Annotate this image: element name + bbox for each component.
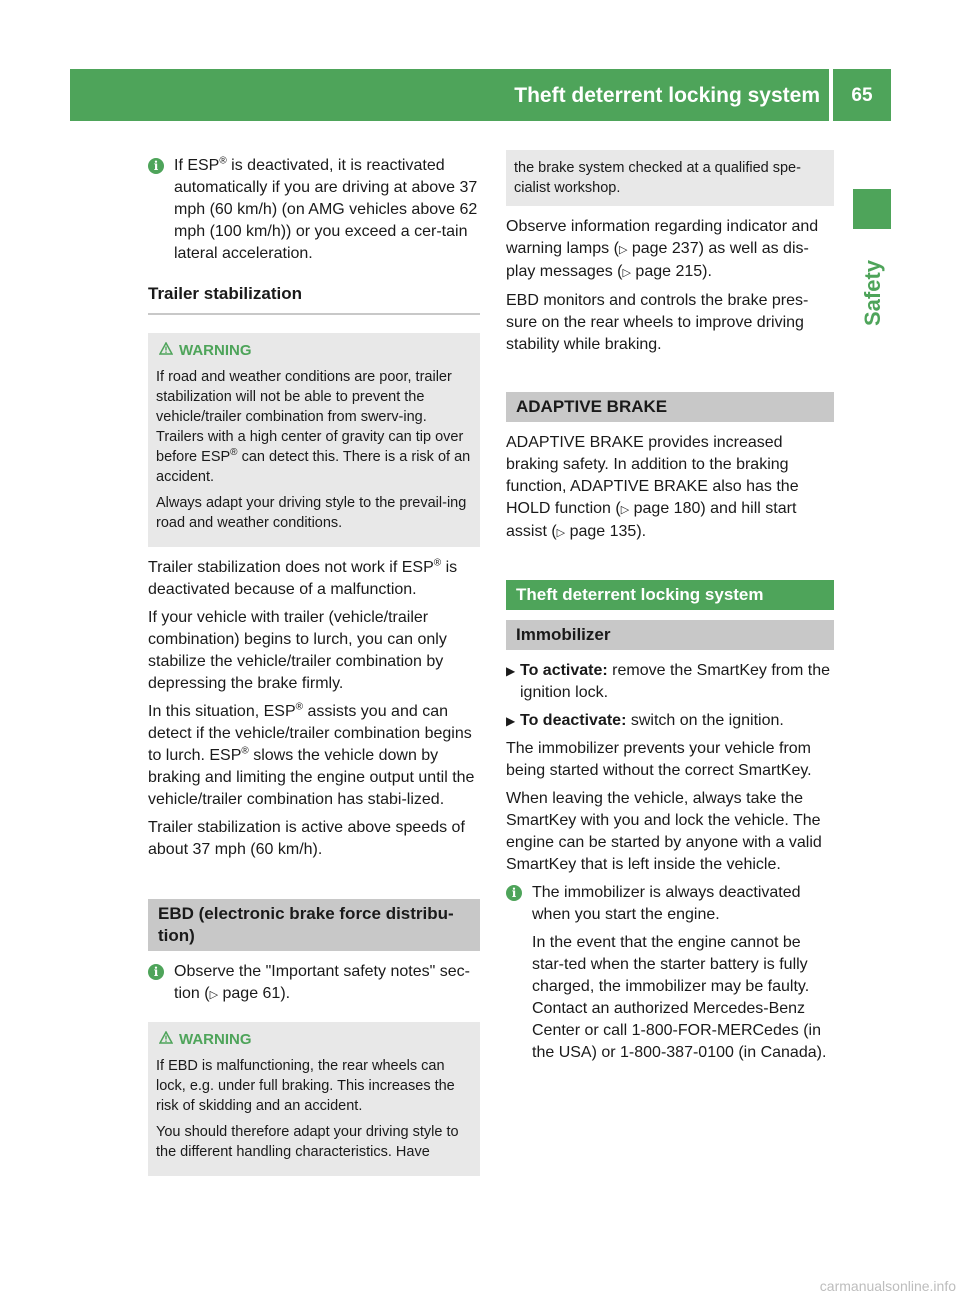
warning-triangle-icon <box>159 341 175 361</box>
body-paragraph: ADAPTIVE BRAKE provides increased braking safety. In addition to the braking function, ADAPTIVE BRAKE also has the HOLD function (▷ page 180) and hill start assist (▷ page 135). <box>506 434 799 540</box>
info-note <box>148 961 480 1006</box>
warning-triangle-icon <box>159 1030 175 1050</box>
body-paragraph: EBD monitors and controls the brake pres-sure on the rear wheels to improve driving stability while braking. <box>506 292 809 353</box>
instruction-step: ▶ To activate: remove the SmartKey from the ignition lock. <box>506 662 831 701</box>
step-arrow-icon: ▶ <box>506 664 516 678</box>
right-column <box>506 150 834 1070</box>
section-heading-ebd: EBD (electronic brake force distribu-tion) <box>148 899 480 951</box>
body-paragraph: Observe information regarding indicator and warning lamps (▷ page 237) as well as dis-play messages (▷ page 215). <box>506 218 819 280</box>
page-title: Theft deterrent locking system <box>514 84 820 107</box>
section-heading-trailer: Trailer stabilization <box>148 283 480 315</box>
instruction-step: ▶ To deactivate: switch on the ignition. <box>506 710 834 732</box>
side-tab-marker <box>853 189 891 229</box>
watermark: carmanualsonline.info <box>819 1278 956 1294</box>
body-paragraph: In this situation, ESP® assists you and can detect if the vehicle/trailer combination begins to lurch. ESP® slows the vehicle down by braking and limiting the engine output until the vehicle/trailer combination has stabi-lized. <box>148 701 475 808</box>
warning-text: If road and weather conditions are poor, trailer stabilization will not be able to prevent the vehicle/trailer combination from swerv-ing. Trailers with a high center of gravity can tip over before ESP® can detect this. There is a risk of an accident. <box>156 369 471 485</box>
page-ref-arrow-icon: ▷ <box>556 527 566 539</box>
warning-header <box>156 1030 473 1050</box>
warning-box <box>148 1022 480 1176</box>
warning-text: If EBD is malfunctioning, the rear wheels can lock, e.g. under full braking. This increases the risk of skidding and an accident. <box>156 1058 455 1114</box>
side-tab-label: Safety <box>860 259 885 326</box>
page-ref-arrow-icon: ▷ <box>622 267 631 279</box>
info-icon: i <box>506 885 522 901</box>
page-ref-arrow-icon: ▷ <box>618 244 628 256</box>
section-heading-immobilizer: Immobilizer <box>506 620 834 650</box>
info-icon: i <box>148 964 164 980</box>
info-text: If ESP® is deactivated, it is reactivated automatically if you are driving at above 37 mph (60 km/h) (on AMG vehicles above 62 mph (100 km/h)) or you exceed a cer-tain lateral acceleration. <box>174 155 478 262</box>
step-arrow-icon: ▶ <box>506 714 516 728</box>
body-paragraph: If your vehicle with trailer (vehicle/trailer combination) begins to lurch, you can only stabilize the vehicle/trailer combination by depressing the brake firmly. <box>148 609 447 692</box>
side-tab <box>853 242 891 326</box>
page-number: 65 <box>851 85 873 106</box>
info-icon: i <box>148 158 164 174</box>
header-separator <box>829 69 833 121</box>
info-note <box>148 155 480 265</box>
body-paragraph: When leaving the vehicle, always take the SmartKey with you and lock the vehicle. The engine can be started by anyone with a valid SmartKey that is left inside the vehicle. <box>506 790 822 873</box>
warning-text: Always adapt your driving style to the prevail-ing road and weather conditions. <box>156 495 467 531</box>
info-text: Observe the "Important safety notes" sec-tion (▷ page 61). <box>174 963 470 1002</box>
left-column <box>148 155 480 1182</box>
warning-label: WARNING <box>179 1031 252 1048</box>
warning-label: WARNING <box>179 342 252 359</box>
info-text: The immobilizer is always deactivated when you start the engine. <box>532 884 801 923</box>
section-heading-adaptive-brake: ADAPTIVE BRAKE <box>506 392 834 422</box>
page-ref-arrow-icon: ▷ <box>620 504 630 516</box>
section-heading-theft: Theft deterrent locking system <box>506 580 834 610</box>
warning-header <box>156 341 473 361</box>
warning-text: the brake system checked at a qualified spe-cialist workshop. <box>514 160 801 196</box>
page-ref-arrow-icon: ▷ <box>209 989 219 1001</box>
warning-box <box>148 333 480 547</box>
body-paragraph: Trailer stabilization is active above speeds of about 37 mph (60 km/h). <box>148 819 465 858</box>
warning-text: You should therefore adapt your driving style to the different handling characteristics. Have <box>156 1124 459 1160</box>
body-paragraph: The immobilizer prevents your vehicle from being started without the correct SmartKey. <box>506 740 812 779</box>
warning-box-continued <box>506 150 834 206</box>
body-paragraph: Trailer stabilization does not work if ESP® is deactivated because of a malfunction. <box>148 557 458 598</box>
info-text: In the event that the engine cannot be star-ted when the starter battery is fully charged, the immobilizer may be faulty. Contact an authorized Mercedes-Benz Center or call 1-800-FOR-MERCedes (in the USA) or 1-800-387-0100 (in Canada). <box>532 934 827 1061</box>
info-note <box>506 882 834 1064</box>
